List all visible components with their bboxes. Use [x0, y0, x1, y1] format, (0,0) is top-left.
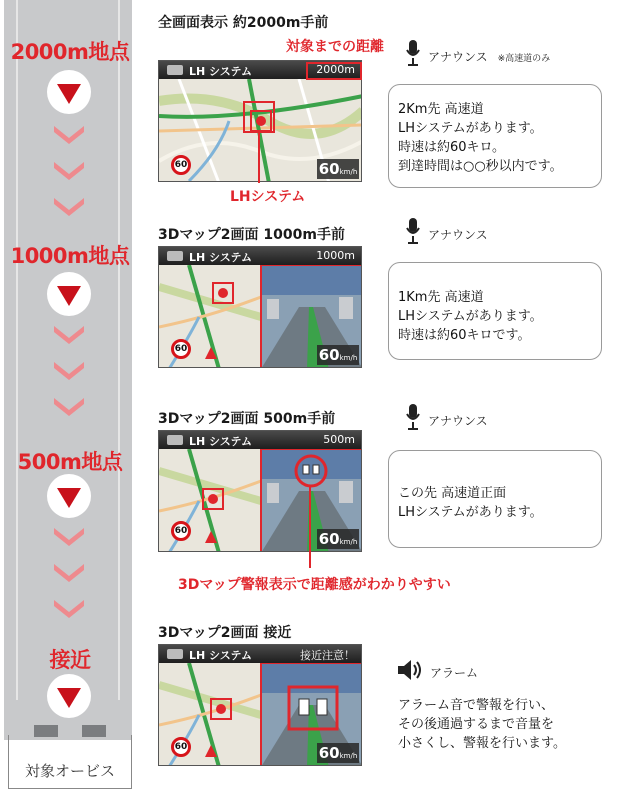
announcement-line: この先 高速道正面: [398, 486, 507, 501]
speed-limit-sign: 60: [171, 521, 191, 541]
announcement-text: [398, 288, 543, 345]
chevron-down-icon: [54, 162, 84, 180]
nav-screen-approach: [158, 644, 362, 766]
red-triangle-icon: [57, 688, 81, 708]
microphone-icon: [406, 218, 420, 244]
alarm-heading: アラーム: [430, 666, 479, 680]
nav-screen-500m: [158, 430, 362, 552]
bar-distance: 接近注意！: [300, 649, 355, 662]
alarm-text: [398, 696, 566, 753]
point-label-approach: 接近: [49, 648, 91, 672]
callout-line: [309, 486, 311, 568]
warning-circle-2000m: [47, 70, 91, 114]
mode-icon: [167, 649, 183, 659]
announcement-line: 到達時間は○○秒以内です。: [398, 159, 563, 174]
speed-value: 60: [318, 346, 340, 364]
red-triangle-icon: [57, 488, 81, 508]
warning-circle-approach: [47, 674, 91, 718]
announcement-label: アナウンス: [428, 50, 488, 64]
speed-limit-sign: 60: [171, 339, 191, 359]
road-shoulder-left: [16, 0, 18, 700]
speed-readout: [317, 743, 359, 763]
speed-readout: [317, 345, 359, 365]
mode-icon: [167, 435, 183, 445]
announcement-line: 時速は約60キロ。: [398, 140, 506, 155]
bar-distance: 2000m: [316, 63, 355, 76]
status-bar: [159, 247, 361, 265]
speed-value: 60: [318, 744, 340, 762]
orbis-label: 対象オービス: [24, 762, 115, 780]
speed-value: 60: [318, 530, 340, 548]
chevron-down-icon: [54, 198, 84, 216]
chevron-down-icon: [54, 528, 84, 546]
callout-line: [258, 133, 260, 183]
speed-readout: [317, 529, 359, 549]
road-shoulder-right: [118, 0, 120, 700]
chevron-down-icon: [54, 362, 84, 380]
section-title-500m: 3Dマップ2画面 500m手前: [158, 411, 336, 427]
mode-icon: [167, 251, 183, 261]
point-label-2000m: 2000m地点: [10, 40, 130, 64]
speed-limit-sign: 60: [171, 155, 191, 175]
distance-highlight-box: [306, 62, 362, 80]
speed-unit: km/h: [339, 354, 358, 362]
chevron-down-icon: [54, 326, 84, 344]
bar-distance: 500m: [323, 433, 355, 446]
announcement-text: [398, 484, 543, 522]
distance-callout: 対象までの距離: [286, 39, 384, 55]
mode-icon: [167, 65, 183, 75]
chevron-down-icon: [54, 564, 84, 582]
announcement-line: 時速は約60キロです。: [398, 328, 531, 343]
microphone-icon: [406, 40, 420, 66]
status-bar: [159, 645, 361, 663]
announcement-line: LHシステムがあります。: [398, 309, 543, 324]
section-title-approach: 3Dマップ2画面 接近: [158, 625, 292, 641]
bar-title: LH システム: [189, 649, 252, 662]
announcement-line: 1Km先 高速道: [398, 290, 484, 305]
chevron-down-icon: [54, 126, 84, 144]
bar-title: LH システム: [189, 435, 252, 448]
microphone-icon: [406, 404, 420, 430]
speed-value: 60: [318, 160, 340, 178]
warning-circle-1000m: [47, 272, 91, 316]
status-bar: [159, 431, 361, 449]
nav-screen-1000m: [158, 246, 362, 368]
chevron-down-icon: [54, 398, 84, 416]
three-d-callout: 3Dマップ警報表示で距離感がわかりやすい: [178, 577, 451, 593]
alarm-line: アラーム音で警報を行い、: [398, 698, 555, 713]
section-title-2000m: 全画面表示 約2000m手前: [158, 15, 329, 31]
speed-unit: km/h: [339, 168, 358, 176]
speed-unit: km/h: [339, 752, 358, 760]
announcement-heading: アナウンス: [428, 414, 488, 428]
point-label-1000m: 1000m地点: [10, 244, 130, 268]
point-label-500m: 500m地点: [17, 450, 123, 474]
announcement-heading: アナウンス: [428, 228, 488, 242]
announcement-text: [398, 100, 563, 176]
camera-marker-icon: [209, 697, 233, 721]
camera-marker-icon: [201, 487, 225, 511]
speaker-icon: [398, 660, 424, 680]
bar-title: LH システム: [189, 65, 252, 78]
alarm-line: 小さくし、警報を行います。: [398, 736, 566, 751]
speed-limit-sign: 60: [171, 737, 191, 757]
alarm-line: その後通過するまで音量を: [398, 717, 555, 732]
red-triangle-icon: [57, 286, 81, 306]
lh-system-callout: LHシステム: [230, 189, 306, 205]
bar-distance: 1000m: [316, 249, 355, 262]
chevron-down-icon: [54, 600, 84, 618]
speed-unit: km/h: [339, 538, 358, 546]
highway-only-note: ※高速道のみ: [497, 54, 551, 64]
announcement-line: 2Km先 高速道: [398, 102, 484, 117]
warning-circle-500m: [47, 474, 91, 518]
announcement-heading: [428, 48, 550, 65]
section-title-1000m: 3Dマップ2画面 1000m手前: [158, 227, 345, 243]
red-triangle-icon: [57, 84, 81, 104]
speed-readout: [317, 159, 359, 179]
announcement-line: LHシステムがあります。: [398, 505, 543, 520]
announcement-line: LHシステムがあります。: [398, 121, 543, 136]
camera-highlight-box: [243, 101, 275, 133]
camera-marker-icon: [211, 281, 235, 305]
bar-title: LH システム: [189, 251, 252, 264]
